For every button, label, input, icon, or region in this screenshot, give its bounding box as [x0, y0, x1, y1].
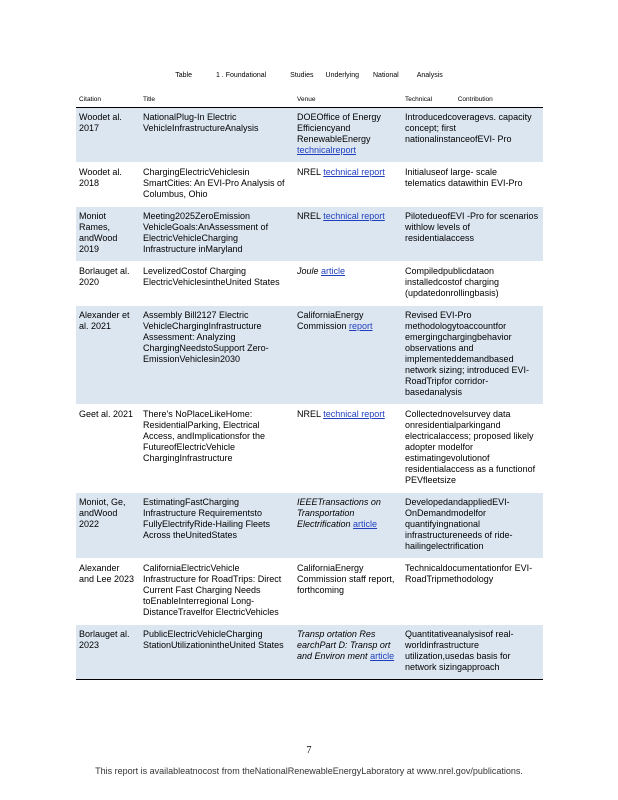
cell-venue	[294, 108, 402, 163]
table-row	[76, 493, 543, 559]
cell-title: NationalPlug-In Electric VehicleInfrastructureAnalysis	[140, 108, 294, 163]
cell-contribution: Initialuseof large- scale telematics datawithin EVI-Pro	[402, 163, 543, 207]
venue-link[interactable]: technical report	[323, 167, 385, 177]
caption-part: 1 . Foundational	[215, 72, 267, 79]
venue-text: NREL	[297, 211, 321, 221]
venue-link[interactable]: technicalreport	[297, 145, 357, 155]
cell-contribution: Introducedcoveragevs. capacity concept; first nationalinstanceofEVI- Pro	[402, 108, 543, 163]
table-row	[76, 163, 543, 207]
table-row	[76, 625, 543, 680]
studies-table-wrapper	[76, 94, 543, 680]
cell-contribution: Quantitativeanalysisof real-worldinfrastructure utilization,usedas basis for network sizingapproach	[402, 625, 543, 680]
cell-citation: Alexander and Lee 2023	[76, 559, 140, 625]
table-row	[76, 262, 543, 306]
cell-contribution: Compiledpublicdataon installedcostof charging (updatedonrollingbasis)	[402, 262, 543, 306]
header-contribution	[402, 94, 543, 108]
cell-citation: Woodet al. 2017	[76, 108, 140, 163]
table-row	[76, 405, 543, 493]
venue-text: DOEOffice of Energy Efficiencyand RenewableEnergy	[297, 112, 381, 144]
venue-link[interactable]: article	[353, 519, 378, 529]
cell-venue	[294, 306, 402, 405]
header-contribution-b: Contribution	[457, 96, 493, 103]
cell-citation: Moniot Rames, andWood 2019	[76, 207, 140, 262]
cell-title: CaliforniaElectricVehicle Infrastructure for RoadTrips: Direct Current Fast Charging Needs toEnableInterregional Long-DistanceTravelfor ElectricVehicles	[140, 559, 294, 625]
cell-venue	[294, 493, 402, 559]
cell-contribution: Technicaldocumentationfor EVI-RoadTripmethodology	[402, 559, 543, 625]
cell-citation: Moniot, Ge, andWood 2022	[76, 493, 140, 559]
venue-link[interactable]: article	[370, 651, 395, 661]
table-body	[76, 108, 543, 680]
cell-venue	[294, 405, 402, 493]
venue-text: CaliforniaEnergy Commission staff report, forthcoming	[297, 563, 395, 595]
header-citation: Citation	[79, 96, 102, 103]
cell-venue	[294, 207, 402, 262]
page-footer: This report is availableatnocost from theNationalRenewableEnergyLaboratory at www.nrel.gov/publications.	[95, 766, 523, 776]
table-header-row	[76, 94, 543, 108]
cell-venue	[294, 559, 402, 625]
cell-title: Assembly Bill2127 Electric VehicleChargingInfrastructure Assessment: Analyzing ChargingNeedstoSupport Zero-EmissionVehiclesin2030	[140, 306, 294, 405]
cell-title: LevelizedCostof Charging ElectricVehiclesintheUnited States	[140, 262, 294, 306]
cell-title: Meeting2025ZeroEmission VehicleGoals:AnAssessment of ElectricVehicleCharging Infrastructure inMaryland	[140, 207, 294, 262]
venue-link[interactable]: technical report	[323, 409, 385, 419]
cell-title: There's NoPlaceLikeHome: ResidentialParking, Electrical Access, andImplicationsfor the FutureofElectricVehicle ChargingInfrastructure	[140, 405, 294, 493]
table-row	[76, 306, 543, 405]
venue-text: Joule	[297, 266, 319, 276]
caption-part: Analysis	[416, 72, 443, 79]
caption-part: Table	[175, 72, 192, 79]
cell-citation: Woodet al. 2018	[76, 163, 140, 207]
header-venue: Venue	[297, 96, 316, 103]
caption-part: Studies	[290, 72, 314, 79]
venue-text: CaliforniaEnergy Commission	[297, 310, 364, 331]
venue-link[interactable]: article	[321, 266, 346, 276]
venue-link[interactable]: technical report	[323, 211, 385, 221]
cell-venue	[294, 625, 402, 680]
cell-citation: Borlauget al. 2023	[76, 625, 140, 680]
caption-part: Underlying	[325, 72, 359, 79]
header-title: Title	[143, 96, 156, 103]
caption-part: National	[373, 72, 399, 79]
table-row	[76, 559, 543, 625]
table-row	[76, 108, 543, 163]
cell-title: PublicElectricVehicleCharging StationUtilizationintheUnited States	[140, 625, 294, 680]
cell-title: EstimatingFastCharging Infrastructure Requirementsto FullyElectrifyRide-Hailing Fleets Across theUnitedStates	[140, 493, 294, 559]
header-contribution-a: Technical	[405, 96, 433, 103]
venue-text: IEEETransactions on Transportation Electrification	[297, 497, 381, 529]
cell-venue	[294, 262, 402, 306]
cell-contribution: Collectednovelsurvey data onresidentialparkingand electricalaccess; proposed likely adopter modelfor estimatingevolutionof residentialaccess as a functionof PEVfleetsize	[402, 405, 543, 493]
cell-title: ChargingElectricVehiclesin SmartCities: An EVI-Pro Analysis of Columbus, Ohio	[140, 163, 294, 207]
page-number: 7	[306, 745, 312, 756]
venue-text: NREL	[297, 409, 321, 419]
table-caption	[0, 72, 618, 79]
venue-link[interactable]: report	[349, 321, 373, 331]
studies-table	[76, 94, 543, 680]
cell-venue	[294, 163, 402, 207]
cell-citation: Alexander et al. 2021	[76, 306, 140, 405]
venue-text: Transp ortation Res earchPart D: Transp ort and Environ ment	[297, 629, 391, 661]
cell-citation: Geet al. 2021	[76, 405, 140, 493]
cell-citation: Borlauget al. 2020	[76, 262, 140, 306]
cell-contribution: Revised EVI-Pro methodologytoaccountfor emergingchargingbehavior observations and implementeddemandbased network sizing; introduced EVI-RoadTripfor corridor-basedanalysis	[402, 306, 543, 405]
venue-text: NREL	[297, 167, 321, 177]
cell-contribution: DevelopedandappliedEVI-OnDemandmodelfor quantifyingnational infrastructureneeds of ride-hailingelectrification	[402, 493, 543, 559]
cell-contribution: PilotedueofEVI -Pro for scenarios withlow levels of residentialaccess	[402, 207, 543, 262]
table-row	[76, 207, 543, 262]
